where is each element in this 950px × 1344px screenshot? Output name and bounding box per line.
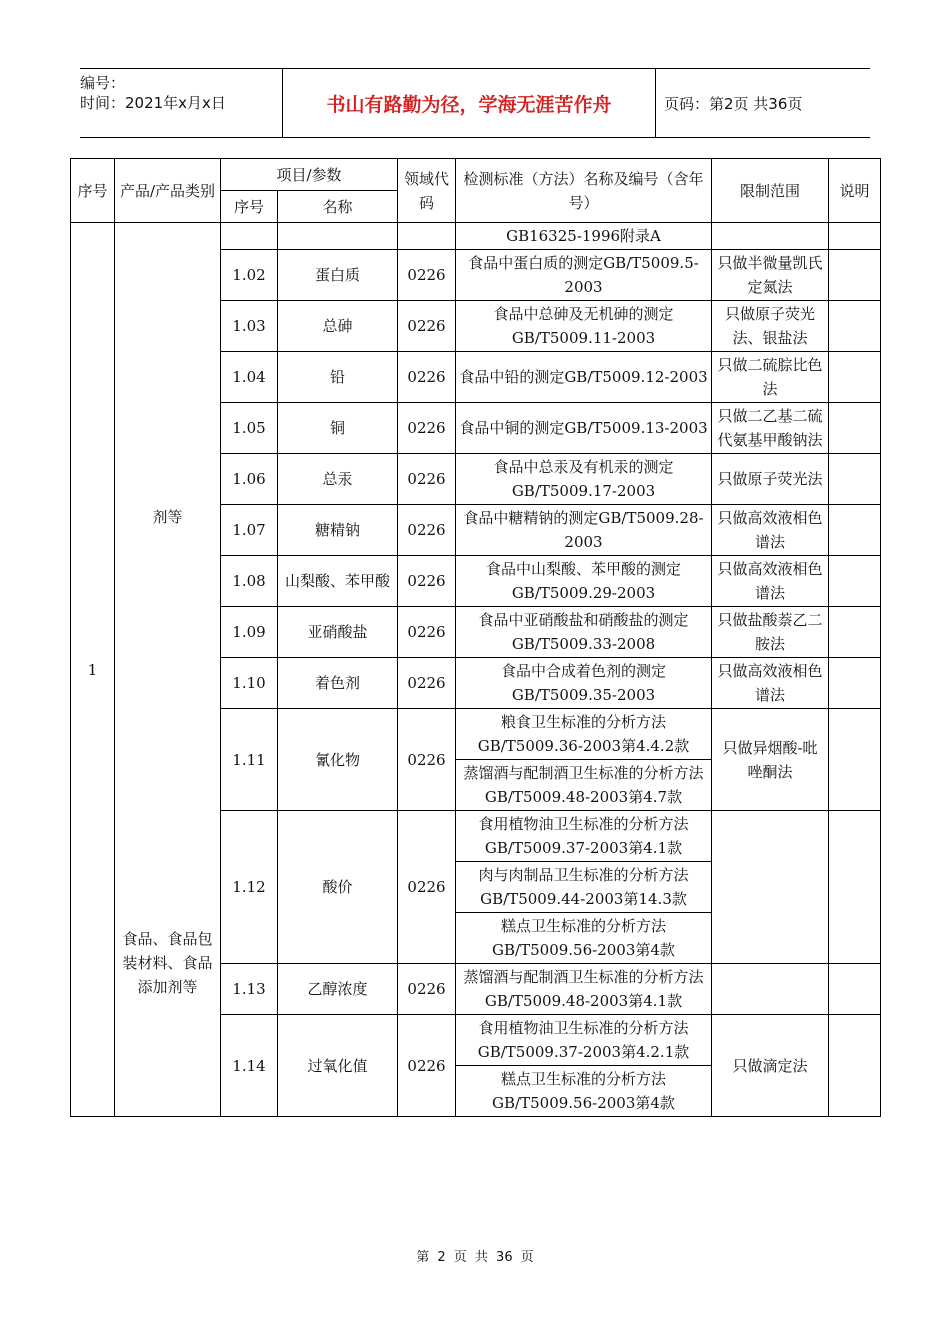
note-cell: [829, 403, 881, 454]
standard-cell: 食品中亚硝酸盐和硝酸盐的测定GB/T5009.33-2008: [456, 607, 712, 658]
standard-cell: 食品中总汞及有机汞的测定GB/T5009.17-2003: [456, 454, 712, 505]
standard-cell: 食品中铅的测定GB/T5009.12-2003: [456, 352, 712, 403]
domain-code-cell: 0226: [398, 607, 456, 658]
page-footer: 第 2 页 共 36 页: [416, 1250, 534, 1265]
group-seq-cell: 1: [71, 223, 115, 1117]
table-row: [71, 811, 881, 862]
domain-code-cell: 0226: [398, 250, 456, 301]
standard-cell: 蒸馏酒与配制酒卫生标准的分析方法GB/T5009.48-2003第4.7款: [456, 760, 712, 811]
note-cell: [829, 352, 881, 403]
domain-code-cell: 0226: [398, 811, 456, 964]
item-seq-cell: 1.14: [221, 1015, 278, 1117]
limit-cell: 只做高效液相色谱法: [712, 556, 829, 607]
note-cell: [829, 223, 881, 250]
header-seq: 序号: [71, 159, 115, 223]
domain-code-cell: 0226: [398, 352, 456, 403]
note-cell: [829, 658, 881, 709]
note-cell: [829, 250, 881, 301]
standard-cell: 食用植物油卫生标准的分析方法GB/T5009.37-2003第4.1款: [456, 811, 712, 862]
note-cell: [829, 1015, 881, 1117]
doc-time-label: 时间：2021年x月x日: [80, 94, 226, 112]
note-cell: [829, 454, 881, 505]
limit-cell: 只做滴定法: [712, 1015, 829, 1117]
domain-code-cell: 0226: [398, 556, 456, 607]
domain-code-cell: 0226: [398, 454, 456, 505]
limit-cell: 只做半微量凯氏定氮法: [712, 250, 829, 301]
limit-cell: 只做异烟酸-吡唑酮法: [712, 709, 829, 811]
standard-cell: 糕点卫生标准的分析方法GB/T5009.56-2003第4款: [456, 1066, 712, 1117]
item-seq-cell: 1.11: [221, 709, 278, 811]
item-seq-cell: [221, 223, 278, 250]
limit-cell: 只做盐酸萘乙二胺法: [712, 607, 829, 658]
header-item-param: 项目/参数: [221, 159, 398, 191]
item-name-cell: 蛋白质: [278, 250, 398, 301]
item-name-cell: 糖精钠: [278, 505, 398, 556]
limit-cell: 只做原子荧光法、银盐法: [712, 301, 829, 352]
test-standards-table: [70, 158, 881, 1117]
header-page-label: 页码：第2页 共36页: [664, 94, 803, 113]
standard-cell: 蒸馏酒与配制酒卫生标准的分析方法GB/T5009.48-2003第4.1款: [456, 964, 712, 1015]
item-name-cell: 亚硝酸盐: [278, 607, 398, 658]
limit-cell: 只做高效液相色谱法: [712, 658, 829, 709]
item-seq-cell: 1.10: [221, 658, 278, 709]
item-seq-cell: 1.09: [221, 607, 278, 658]
limit-cell: [712, 811, 829, 964]
domain-code-cell: 0226: [398, 1015, 456, 1117]
product-category-cell: 食品、食品包装材料、食品添加剂等: [115, 811, 221, 1117]
header-standard: 检测标准（方法）名称及编号（含年号）: [456, 159, 712, 223]
item-seq-cell: 1.02: [221, 250, 278, 301]
standard-cell: 食品中糖精钠的测定GB/T5009.28-2003: [456, 505, 712, 556]
note-cell: [829, 607, 881, 658]
item-name-cell: 总汞: [278, 454, 398, 505]
standard-cell: 糕点卫生标准的分析方法GB/T5009.56-2003第4款: [456, 913, 712, 964]
domain-code-cell: 0226: [398, 403, 456, 454]
domain-code-cell: 0226: [398, 505, 456, 556]
item-name-cell: 铜: [278, 403, 398, 454]
header-note: 说明: [829, 159, 881, 223]
standard-cell: 食品中总砷及无机砷的测定GB/T5009.11-2003: [456, 301, 712, 352]
note-cell: [829, 556, 881, 607]
product-category-cont: 剂等: [115, 223, 221, 811]
limit-cell: [712, 223, 829, 250]
limit-cell: 只做高效液相色谱法: [712, 505, 829, 556]
page-header: [80, 68, 870, 138]
header-limit: 限制范围: [712, 159, 829, 223]
item-seq-cell: 1.07: [221, 505, 278, 556]
limit-cell: [712, 964, 829, 1015]
standard-cell: 食品中蛋白质的测定GB/T5009.5-2003: [456, 250, 712, 301]
item-name-cell: 乙醇浓度: [278, 964, 398, 1015]
domain-code-cell: 0226: [398, 658, 456, 709]
item-seq-cell: 1.03: [221, 301, 278, 352]
domain-code-cell: [398, 223, 456, 250]
item-seq-cell: 1.12: [221, 811, 278, 964]
item-name-cell: 山梨酸、苯甲酸: [278, 556, 398, 607]
item-seq-cell: 1.08: [221, 556, 278, 607]
header-product: 产品/产品类别: [115, 159, 221, 223]
item-seq-cell: 1.04: [221, 352, 278, 403]
limit-cell: 只做二硫腙比色法: [712, 352, 829, 403]
standard-cell: 粮食卫生标准的分析方法GB/T5009.36-2003第4.4.2款: [456, 709, 712, 760]
item-name-cell: 过氧化值: [278, 1015, 398, 1117]
note-cell: [829, 964, 881, 1015]
item-name-cell: [278, 223, 398, 250]
item-seq-cell: 1.13: [221, 964, 278, 1015]
domain-code-cell: 0226: [398, 964, 456, 1015]
item-seq-cell: 1.05: [221, 403, 278, 454]
item-name-cell: 铅: [278, 352, 398, 403]
standard-cell: 食品中合成着色剂的测定GB/T5009.35-2003: [456, 658, 712, 709]
header-domain-code: 领域代码: [398, 159, 456, 223]
standard-cell: GB16325-1996附录A: [456, 223, 712, 250]
header-item-seq: 序号: [221, 191, 278, 223]
limit-cell: 只做二乙基二硫代氨基甲酸钠法: [712, 403, 829, 454]
header-item-name: 名称: [278, 191, 398, 223]
item-name-cell: 酸价: [278, 811, 398, 964]
domain-code-cell: 0226: [398, 301, 456, 352]
standard-cell: 食品中铜的测定GB/T5009.13-2003: [456, 403, 712, 454]
note-cell: [829, 811, 881, 964]
item-seq-cell: 1.06: [221, 454, 278, 505]
item-name-cell: 氰化物: [278, 709, 398, 811]
domain-code-cell: 0226: [398, 709, 456, 811]
note-cell: [829, 709, 881, 811]
header-meta: [80, 69, 282, 141]
standard-cell: 肉与肉制品卫生标准的分析方法GB/T5009.44-2003第14.3款: [456, 862, 712, 913]
header-motto: 书山有路勤为径，学海无涯苦作舟: [282, 69, 656, 137]
standard-cell: 食品中山梨酸、苯甲酸的测定GB/T5009.29-2003: [456, 556, 712, 607]
note-cell: [829, 505, 881, 556]
table-row: [71, 223, 881, 250]
item-name-cell: 着色剂: [278, 658, 398, 709]
doc-number-label: 编号：: [80, 74, 126, 92]
note-cell: [829, 301, 881, 352]
standard-cell: 食用植物油卫生标准的分析方法GB/T5009.37-2003第4.2.1款: [456, 1015, 712, 1066]
item-name-cell: 总砷: [278, 301, 398, 352]
limit-cell: 只做原子荧光法: [712, 454, 829, 505]
